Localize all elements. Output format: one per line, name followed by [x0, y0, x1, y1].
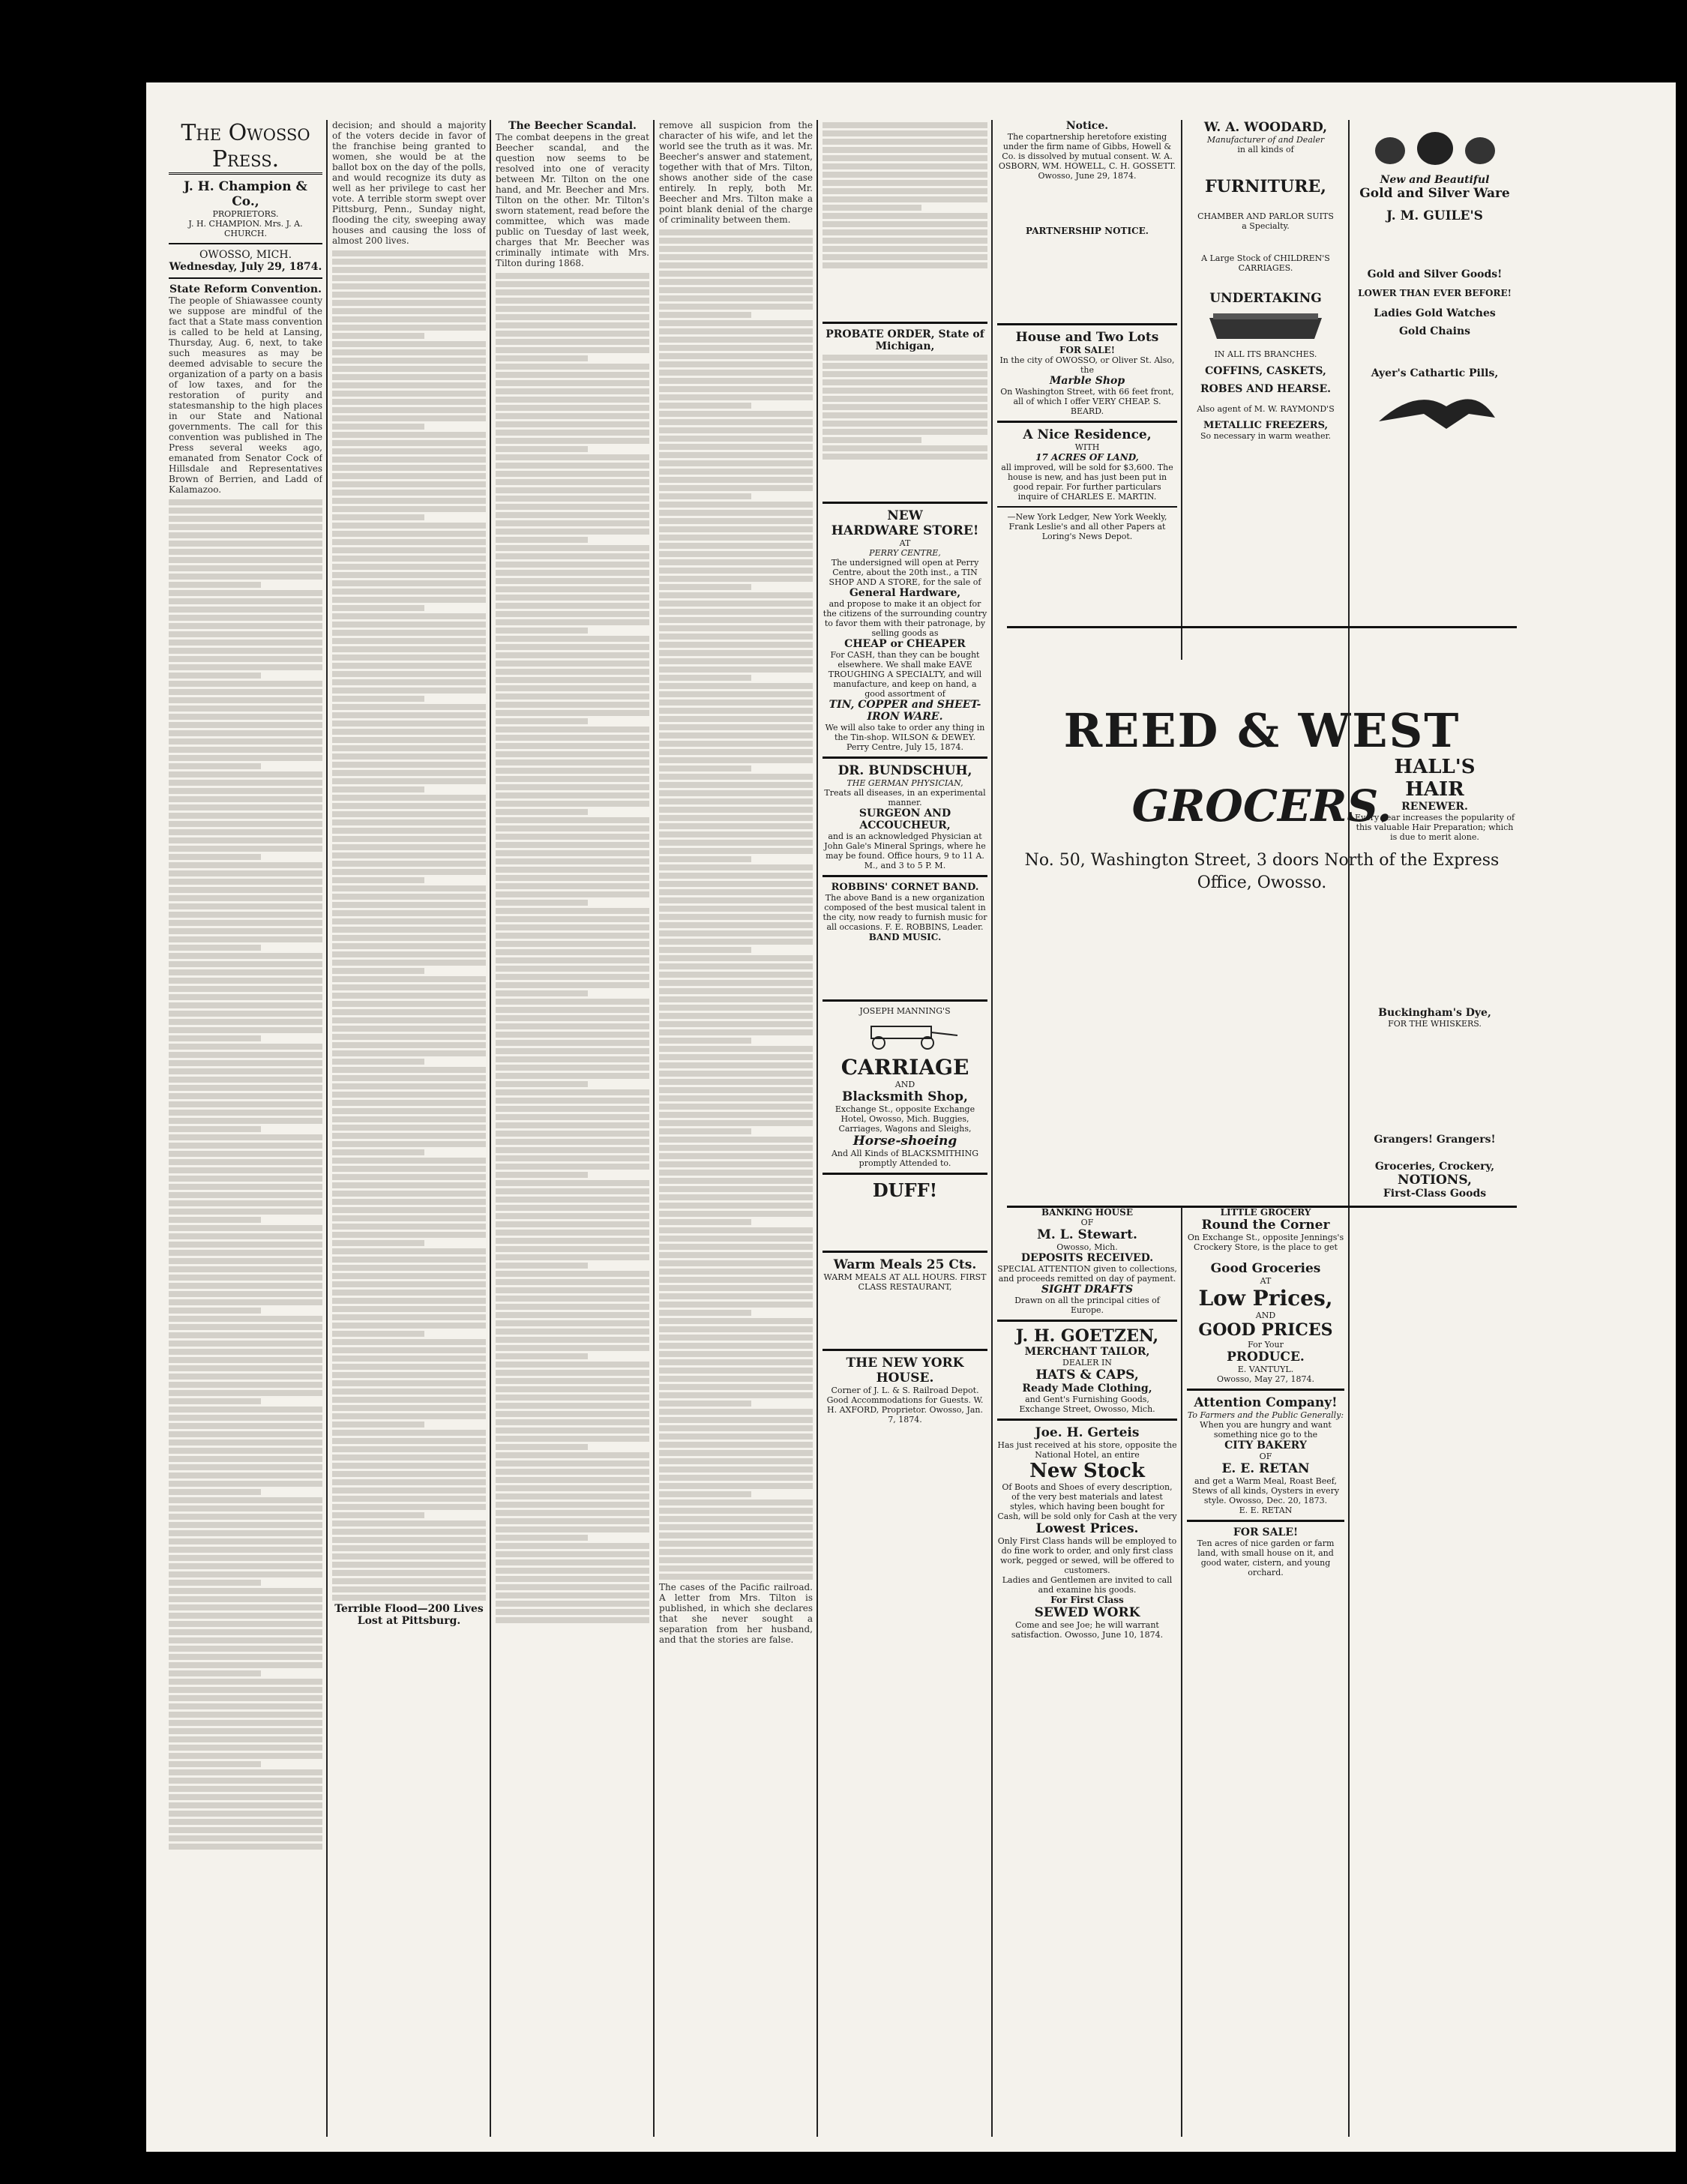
round-text: On Exchange St., opposite Jennings's Crockery Store, is the place to get: [1187, 1233, 1344, 1252]
buckingham: Buckingham's Dye,: [1378, 1007, 1491, 1019]
gerteis-text: Has just received at his store, opposite the National Hotel, an entire: [997, 1440, 1177, 1460]
at: AT: [1260, 1276, 1272, 1286]
furniture: FURNITURE,: [1205, 177, 1326, 196]
column-7: [1187, 120, 1344, 660]
surgeon-text: and is an acknowledged Physician at John Gale's Mineral Springs, where he may be found. Office hours, 9 to 11 A. M., and 3 to 5 P. M.: [824, 831, 986, 870]
grangers: Grangers! Grangers!: [1374, 1134, 1496, 1146]
surgeon-label: SURGEON AND ACCOUCHEUR,: [858, 807, 951, 831]
carriage-illustration: [849, 1020, 961, 1050]
coffins: COFFINS, CASKETS,: [1205, 365, 1326, 377]
general-hardware: General Hardware,: [849, 587, 961, 599]
notions: NOTIONS,: [1398, 1173, 1472, 1188]
gents: and Gent's Furnishing Goods,: [1025, 1395, 1149, 1404]
tin-text: We will also take to order any thing in the Tin-shop. WILSON & DEWEY. Perry Centre, July 15, 1874.: [825, 723, 985, 752]
nyhouse-text: Corner of J. L. & S. Railroad Depot. Good Accommodations for Guests. W. H. AXFORD, Proprietor. Owosso, Jan. 7, 1874.: [826, 1386, 984, 1425]
notice-text: The copartnership heretofore existing under the firm name of Gibbs, Howell & Co. is dissolved by mutual consent. W. A. OSBORN, WM. HOWELL, C. H. GOSSETT. Owosso, June 29, 1874.: [998, 132, 1176, 181]
ready-made: Ready Made Clothing,: [1022, 1383, 1152, 1395]
new-stock: New Stock: [1029, 1460, 1145, 1482]
column-2: [332, 120, 486, 2137]
cheap-label: CHEAP or CHEAPER: [844, 638, 966, 650]
silverware-illustration: [1360, 124, 1510, 169]
dateline-place: OWOSSO, MICH.: [199, 249, 292, 261]
in-all: in all kinds of: [1237, 145, 1294, 154]
gold-chains: Gold Chains: [1398, 325, 1471, 337]
for-sale-2: FOR SALE!: [1187, 1520, 1344, 1538]
round-corner: Round the Corner: [1201, 1218, 1330, 1233]
cheap-text: For CASH, than they can be bought elsewhere. We shall make EAVE TROUGHING A SPECIALTY, and will manufacture, and keep on hand, a good assortment of: [828, 650, 982, 699]
duff: DUFF!: [823, 1173, 987, 1201]
gold-silver-goods: Gold and Silver Goods!: [1367, 268, 1503, 280]
band-music: BAND MUSIC.: [868, 932, 942, 942]
and: AND: [1255, 1311, 1276, 1320]
forsale-text: Ten acres of nice garden or farm land, with small house on it, and good water, cistern, and young orchard.: [1197, 1538, 1335, 1577]
reed-title: REED & WEST: [1063, 703, 1461, 758]
good-groceries: Good Groceries: [1210, 1261, 1321, 1276]
proprietors-label: PROPRIETORS.: [212, 209, 279, 219]
attention: Attention Company!: [1187, 1389, 1344, 1410]
residence-text: all improved, will be sold for $3,600. The house is new, and has just been put in good repair. For further particulars inquire of CHARLES E. MARTIN.: [1001, 463, 1173, 502]
of-label: OF: [1080, 1218, 1094, 1227]
marble-text: On Washington Street, with 66 feet front, all of which I offer VERY CHEAP. S. BEARD.: [1000, 387, 1174, 416]
branches: IN ALL ITS BRANCHES.: [1214, 349, 1317, 359]
bakery-sign: E. E. RETAN: [1239, 1505, 1293, 1515]
low-prices: Low Prices,: [1198, 1286, 1333, 1311]
horseshoeing: Horse-shoeing: [852, 1134, 957, 1149]
of: OF: [1259, 1452, 1272, 1461]
lowest-prices: Lowest Prices.: [1035, 1521, 1139, 1536]
reed-west-ad: [1007, 626, 1517, 1208]
store-text: The undersigned will open at Perry Centre, about the 20th inst., a TIN SHOP AND A STORE, for the sale of: [829, 558, 981, 587]
article-heading: State Reform Convention.: [169, 283, 322, 295]
date: Owosso, May 27, 1874.: [1217, 1374, 1314, 1384]
robes: ROBES AND HEARSE.: [1200, 383, 1332, 395]
column-3: [496, 120, 649, 2137]
dateline-date: Wednesday, July 29, 1874.: [169, 261, 322, 273]
with-label: WITH: [1074, 442, 1100, 452]
for-first: For First Class: [1050, 1595, 1124, 1605]
hardware-heading: HARDWARE STORE!: [831, 523, 979, 538]
house-text: In the city of OWOSSO, or Oliver St. Also, the: [999, 355, 1175, 375]
chamber: CHAMBER AND PARLOR SUITS: [1197, 211, 1334, 221]
marble-shop: Marble Shop: [1049, 375, 1125, 387]
retan: E. E. RETAN: [1221, 1461, 1310, 1476]
bakery-text: and get a Warm Meal, Roast Beef, Stews of all kinds, Oysters in every style. Owosso, Dec. 20, 1873.: [1191, 1476, 1340, 1505]
warm-meals: Warm Meals 25 Cts.: [823, 1251, 987, 1272]
newspaper-page: [146, 82, 1676, 2152]
article-body: The people of Shiawassee county we suppose are mindful of the fact that a State mass convention is called to be held at Lansing, Thursday, Aug. 6, next, to take such measures as may be deemed advisable to secure the organization of a party on a basis of low taxes, and for the restoration of purity and statesmanship to the high places in our State and National governments. The call for this convention was published in The Press several weeks ago, emanated from Senator Cock of Hillsdale and Representatives Brown of Berrien, and Ladd of Kalamazoo.: [169, 295, 322, 495]
lowest-text: Only First Class hands will be employed to do fine work to order, and only first class work, pegged or sewed, will be offered to customers.: [997, 1536, 1177, 1575]
signer: E. VANTUYL.: [1237, 1365, 1294, 1374]
coffin-illustration: [1202, 310, 1329, 345]
renewer: RENEWER.: [1401, 801, 1468, 813]
new-beautiful: New and Beautiful: [1380, 174, 1490, 186]
specialty: a Specialty.: [1242, 221, 1290, 231]
dr-sub: THE GERMAN PHYSICIAN,: [846, 778, 963, 788]
column-7b: [1187, 1207, 1344, 2137]
hats-caps: HATS & CAPS,: [1035, 1368, 1139, 1383]
band-text: The above Band is a new organization composed of the best musical talent in the city, now ready to furnish music for all occasions. F. E. ROBBINS, Leader.: [823, 893, 987, 932]
deposits: DEPOSITS RECEIVED.: [1020, 1252, 1154, 1264]
article-body: decision; and should a majority of the voters decide in favor of the franchise being granted to women, she would be at the ballot box on the day of the polls, and would recognize its duty as well as her privilege to cast her vote. A terrible storm swept over Pittsburg, Penn., Sunday night, flooding the city, sweeping away houses and causing the loss of almost 200 lives.: [332, 120, 486, 246]
metallic: METALLIC FREEZERS,: [1203, 420, 1329, 431]
band-heading: ROBBINS' CORNET BAND.: [823, 875, 987, 893]
woodard-sub: Manufacturer of and Dealer: [1206, 135, 1325, 145]
farmers: To Farmers and the Public Generally:: [1187, 1410, 1344, 1420]
ladies-text: Ladies and Gentlemen are invited to call and examine his goods.: [1002, 1575, 1173, 1595]
grocers: GROCERS.: [1131, 780, 1392, 831]
dr-heading: DR. BUNDSCHUH,: [823, 756, 987, 778]
ladies-watches: Ladies Gold Watches: [1374, 307, 1496, 319]
masthead-title: The Owosso Press.: [169, 120, 322, 175]
acres: 17 ACRES OF LAND,: [1035, 452, 1139, 463]
sewed-text: Come and see Joe; he will warrant satisfaction. Owosso, June 10, 1874.: [1011, 1620, 1164, 1640]
proprietor-names: J. H. CHAMPION. Mrs. J. A. CHURCH.: [188, 219, 303, 238]
blacksmith: Blacksmith Shop,: [842, 1089, 968, 1104]
city-bakery: CITY BAKERY: [1224, 1440, 1307, 1452]
street: Exchange Street, Owosso, Mich.: [1019, 1404, 1155, 1414]
column-4: [659, 120, 813, 2137]
new-label: NEW: [823, 502, 987, 523]
woodard: W. A. WOODARD,: [1203, 120, 1328, 135]
groceries-crockery: Groceries, Crockery,: [1374, 1161, 1495, 1173]
house-heading: House and Two Lots: [997, 323, 1177, 345]
residence-heading: A Nice Residence,: [997, 421, 1177, 442]
gold-silver: Gold and Silver Ware: [1359, 186, 1510, 201]
lower: LOWER THAN EVER BEFORE!: [1358, 288, 1512, 298]
stewart: M. L. Stewart.: [1037, 1227, 1137, 1242]
hair: HAIR: [1405, 778, 1464, 801]
partnership: PARTNERSHIP NOTICE.: [1026, 226, 1149, 236]
article-body: remove all suspicion from the character of his wife, and let the world see the truth as it was. Mr. Beecher's answer and statement, together with that of Mrs. Tilton, shows another side of the case entirely. In reply, both Mr. Beecher and Mrs. Tilton make a point blank denial of the charge of criminality between them.: [659, 120, 813, 225]
banking-head: BANKING HOUSE: [1041, 1207, 1133, 1218]
for-sale: FOR SALE!: [1059, 345, 1115, 355]
merchant-tailor: MERCHANT TAILOR,: [1024, 1346, 1150, 1358]
ledger-text: —New York Ledger, New York Weekly, Frank Leslie's and all other Papers at Loring's News Depot.: [1007, 512, 1167, 541]
whiskers: FOR THE WHISKERS.: [1388, 1019, 1482, 1029]
produce: PRODUCE.: [1227, 1350, 1305, 1365]
necessary: So necessary in warm weather.: [1200, 431, 1332, 441]
publisher: J. H. Champion & Co.,: [184, 179, 307, 209]
column-6: [997, 120, 1177, 660]
stock-text: Of Boots and Shoes of every description, of the very best materials and latest styles, which having been bought for Cash, will be sold only for Cash at the very: [997, 1482, 1177, 1521]
sewed-work: SEWED WORK: [1034, 1605, 1140, 1620]
city: Owosso, Mich.: [1056, 1242, 1118, 1252]
hair-text: Every year increases the popularity of this valuable Hair Preparation; which is due to merit alone.: [1354, 813, 1515, 842]
tin-label: TIN, COPPER and SHEET-IRON WARE.: [829, 699, 981, 723]
ayers: Ayer's Cathartic Pills,: [1371, 367, 1499, 379]
column-6b: [997, 1207, 1177, 2137]
probate-order: PROBATE ORDER, State of Michigan,: [823, 322, 987, 352]
reed-address: No. 50, Washington Street, 3 doors North of the Express Office, Owosso.: [1024, 851, 1500, 892]
halls: HALL'S: [1394, 756, 1476, 778]
article-body: The combat deepens in the great Beecher scandal, and the question now seems to be resolved into one of veracity between Mr. Tilton on the one hand, and Mr. Beecher and Mrs. Tilton on the other. Mr. Tilton's sworn statement, read before the committee, which was made public on Tuesday of last week, charges that Mr. Beecher was criminally intimate with Mrs. Tilton during 1868.: [496, 132, 649, 268]
sight-text: Drawn on all the principal cities of Europe.: [1014, 1296, 1160, 1315]
gerteis: Joe. H. Gerteis: [997, 1419, 1177, 1440]
sight-drafts: SIGHT DRAFTS: [1041, 1284, 1134, 1296]
article-notice: The cases of the Pacific railroad. A letter from Mrs. Tilton is published, in which she declares that she never sought a separation from her husband, and that the stories are false.: [659, 1582, 813, 1645]
little-grocery: LITTLE GROCERY: [1220, 1207, 1311, 1218]
dealer: DEALER IN: [1062, 1358, 1112, 1368]
raymond: Also agent of M. W. RAYMOND'S: [1197, 404, 1335, 414]
carriages: A Large Stock of CHILDREN'S CARRIAGES.: [1201, 253, 1330, 273]
place: PERRY CENTRE,: [869, 548, 941, 558]
blacksmith-text: Exchange St., opposite Exchange Hotel, Owosso, Mich. Buggies, Carriages, Wagons and Sleighs,: [835, 1104, 975, 1134]
when: When you are hungry and want something nice go to the: [1200, 1420, 1332, 1440]
notice-heading: Notice.: [1065, 120, 1109, 132]
and-label: AND: [894, 1080, 915, 1089]
at-label: AT: [899, 538, 911, 548]
for: For Your: [1248, 1340, 1284, 1350]
guiles: J. M. GUILE'S: [1386, 208, 1483, 223]
carriage: CARRIAGE: [841, 1055, 969, 1080]
deposits-text: SPECIAL ATTENTION given to collections, and proceeds remitted on day of payment.: [997, 1264, 1177, 1284]
dr-text: Treats all diseases, in an experimental manner.: [824, 788, 986, 807]
ny-house: THE NEW YORK HOUSE.: [823, 1349, 987, 1386]
article-heading: The Beecher Scandal.: [508, 120, 637, 132]
good-prices: GOOD PRICES: [1198, 1320, 1333, 1340]
article-heading: Terrible Flood—200 Lives Lost at Pittsburg.: [334, 1603, 484, 1627]
first-class-goods: First-Class Goods: [1383, 1188, 1487, 1200]
general-text: and propose to make it an object for the citizens of the surrounding country to favor them with their patronage, by selling goods as: [823, 599, 987, 638]
horseshoe-text: And All Kinds of BLACKSMITHING promptly Attended to.: [831, 1149, 979, 1168]
column-5: [823, 120, 987, 2137]
undertaking: UNDERTAKING: [1209, 291, 1322, 306]
column-1: [169, 120, 322, 2137]
manning: JOSEPH MANNING'S: [823, 999, 987, 1016]
meals-text: WARM MEALS AT ALL HOURS. FIRST CLASS RESTAURANT,: [823, 1272, 987, 1292]
eagle-illustration: [1371, 384, 1499, 436]
goetzen: J. H. GOETZEN,: [997, 1320, 1177, 1346]
